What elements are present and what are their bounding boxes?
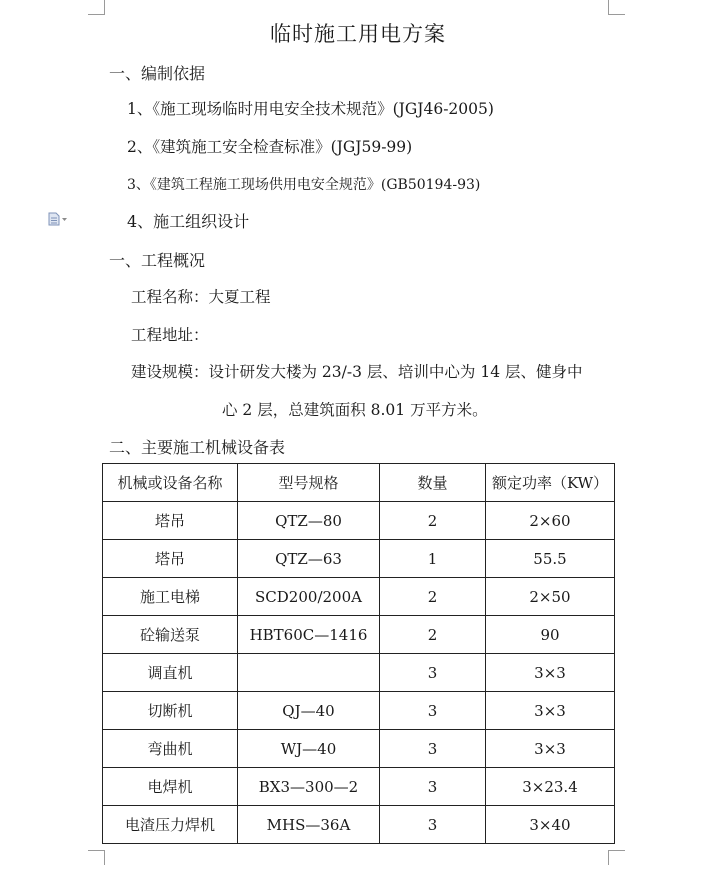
cell-quantity: 1 <box>380 540 486 578</box>
cell-equipment-name: 调直机 <box>103 654 238 692</box>
cell-model <box>238 654 380 692</box>
cell-quantity: 2 <box>380 616 486 654</box>
cell-power: 2×50 <box>486 578 615 616</box>
cell-equipment-name: 施工电梯 <box>103 578 238 616</box>
cell-equipment-name: 塔吊 <box>103 540 238 578</box>
cell-quantity: 3 <box>380 730 486 768</box>
cell-model: WJ—40 <box>238 730 380 768</box>
cell-power: 3×3 <box>486 692 615 730</box>
table-row <box>103 540 615 578</box>
document-icon[interactable] <box>48 212 68 226</box>
section-heading-overview: 一、工程概况 <box>109 251 206 270</box>
cell-power: 2×60 <box>486 502 615 540</box>
cell-equipment-name: 砼输送泵 <box>103 616 238 654</box>
cell-quantity: 2 <box>380 502 486 540</box>
cell-power: 55.5 <box>486 540 615 578</box>
project-name: 工程名称：大夏工程 <box>131 288 271 306</box>
project-scale-line-2: 心 2 层，总建筑面积 8.01 万平方米。 <box>222 401 488 419</box>
basis-item-1: 1、《施工现场临时用电安全技术规范》(JGJ46-2005) <box>127 100 494 118</box>
table-row <box>103 578 615 616</box>
table-row <box>103 730 615 768</box>
table-row <box>103 654 615 692</box>
corner-mark-top-left <box>88 0 105 15</box>
column-header-model: 型号规格 <box>238 464 380 502</box>
cell-model: QTZ—80 <box>238 502 380 540</box>
table-header-row <box>103 464 615 502</box>
basis-item-3: 3、《建筑工程施工现场供用电安全规范》(GB50194-93) <box>127 177 481 193</box>
cell-quantity: 3 <box>380 768 486 806</box>
cell-model: HBT60C—1416 <box>238 616 380 654</box>
basis-item-4: 4、施工组织设计 <box>127 212 250 231</box>
section-heading-basis: 一、编制依据 <box>109 64 206 83</box>
section-heading-equipment: 二、主要施工机械设备表 <box>109 438 286 457</box>
cell-quantity: 3 <box>380 654 486 692</box>
equipment-table <box>102 463 615 844</box>
cell-model: QTZ—63 <box>238 540 380 578</box>
column-header-quantity: 数量 <box>380 464 486 502</box>
cell-model: QJ—40 <box>238 692 380 730</box>
cell-model: SCD200/200A <box>238 578 380 616</box>
project-scale-line-1: 建设规模：设计研发大楼为 23/-3 层、培训中心为 14 层、健身中 <box>131 363 583 381</box>
cell-power: 3×3 <box>486 730 615 768</box>
cell-model: BX3—300—2 <box>238 768 380 806</box>
cell-quantity: 2 <box>380 578 486 616</box>
cell-power: 3×40 <box>486 806 615 844</box>
cell-model: MHS—36A <box>238 806 380 844</box>
project-address: 工程地址： <box>131 326 209 344</box>
document-title: 临时施工用电方案 <box>270 22 446 46</box>
cell-power: 3×3 <box>486 654 615 692</box>
cell-quantity: 3 <box>380 806 486 844</box>
table-row <box>103 502 615 540</box>
table-row <box>103 768 615 806</box>
table-row <box>103 616 615 654</box>
cell-equipment-name: 电焊机 <box>103 768 238 806</box>
basis-item-2: 2、《建筑施工安全检查标准》(JGJ59-99) <box>127 138 413 156</box>
cell-equipment-name: 电渣压力焊机 <box>103 806 238 844</box>
table-row <box>103 806 615 844</box>
cell-equipment-name: 塔吊 <box>103 502 238 540</box>
column-header-power: 额定功率（KW） <box>486 464 615 502</box>
cell-equipment-name: 切断机 <box>103 692 238 730</box>
cell-equipment-name: 弯曲机 <box>103 730 238 768</box>
cell-power: 3×23.4 <box>486 768 615 806</box>
column-header-name: 机械或设备名称 <box>103 464 238 502</box>
cell-power: 90 <box>486 616 615 654</box>
corner-mark-bottom-left <box>88 850 105 865</box>
corner-mark-bottom-right <box>608 850 625 865</box>
table-row <box>103 692 615 730</box>
cell-quantity: 3 <box>380 692 486 730</box>
corner-mark-top-right <box>608 0 625 15</box>
